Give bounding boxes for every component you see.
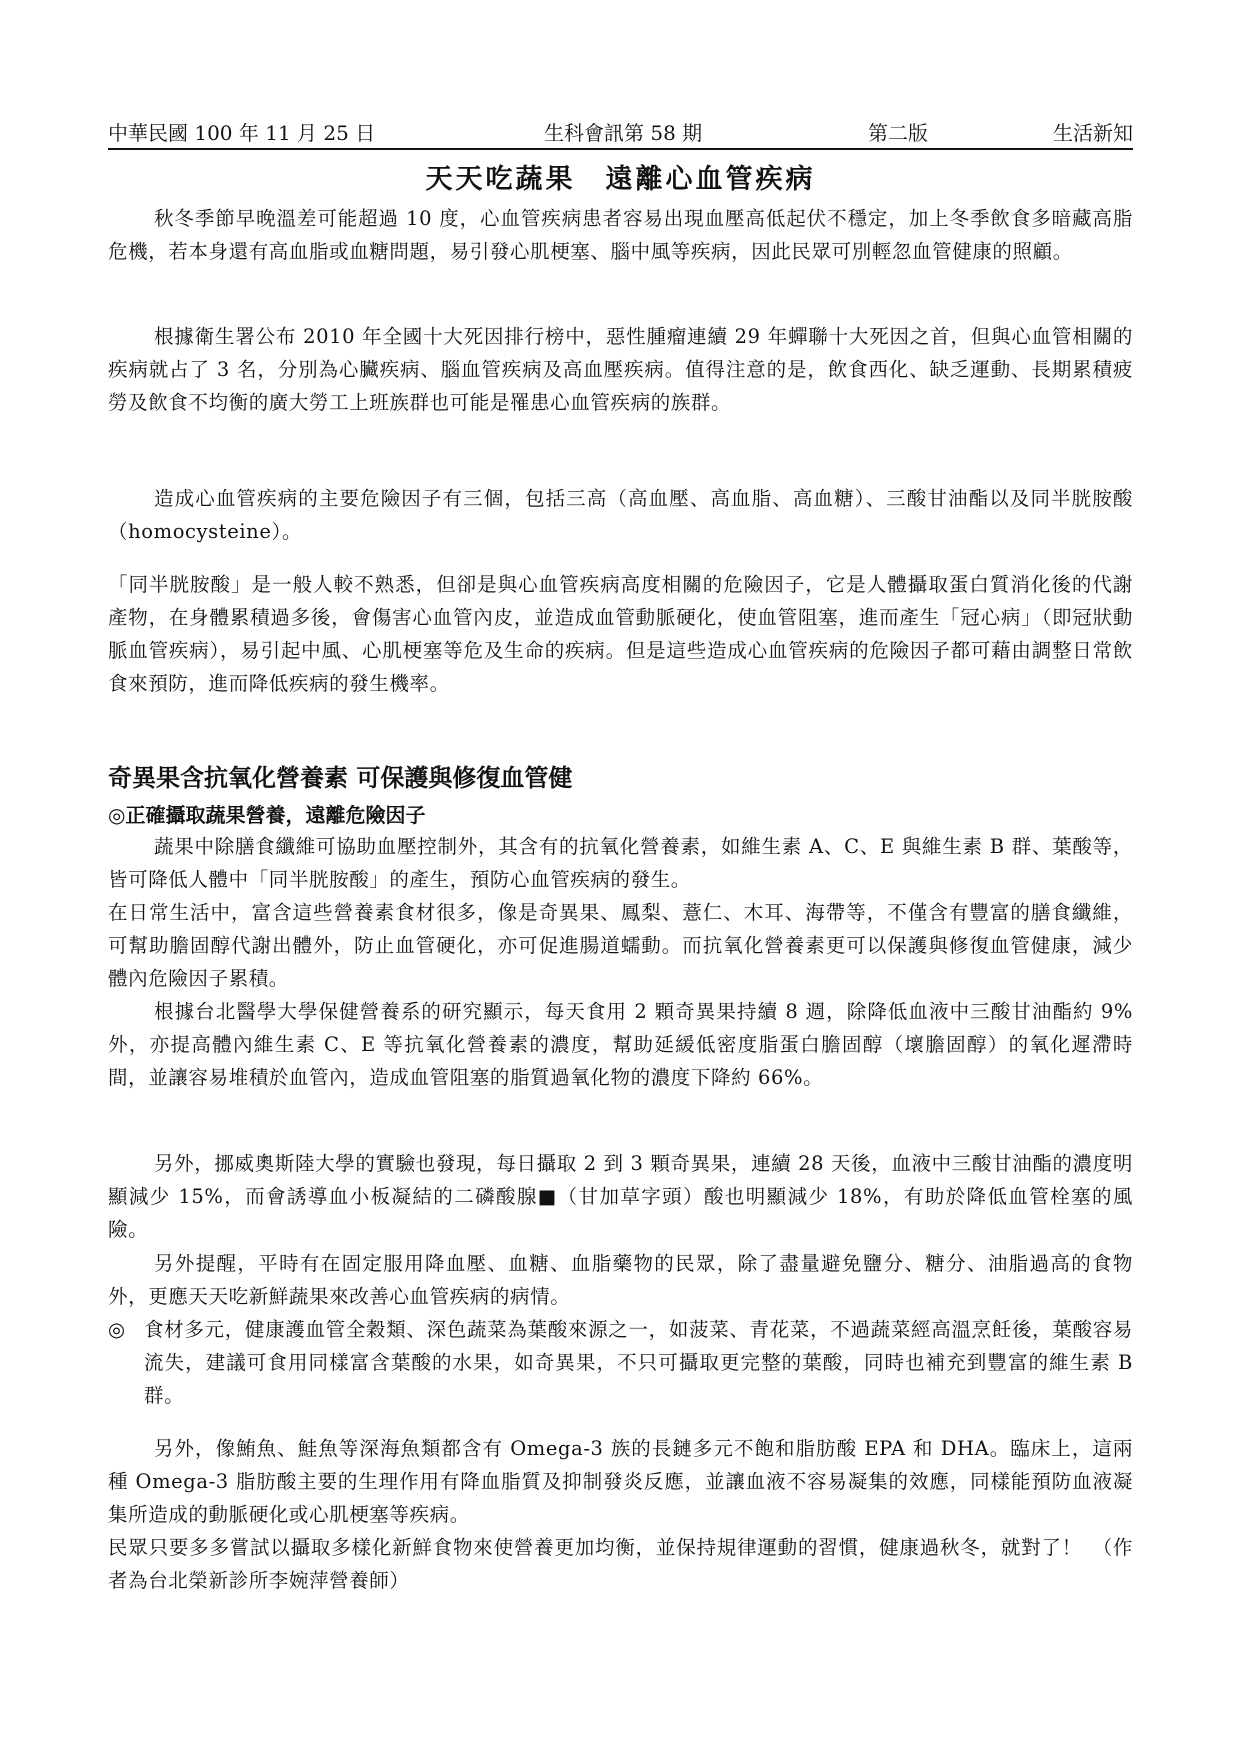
paragraph-oslo-study: 另外，挪威奧斯陸大學的實驗也發現，每日攝取 2 到 3 顆奇異果，連續 28 天後，血液中三酸甘油酯的濃度明顯減少 15%，而會誘導血小板凝結的二磷酸腺■（甘加草字頭）酸也明顯減少 18%，有助於降低血管栓塞的風險。: [108, 1152, 1133, 1241]
paragraph-risk-factors: 造成心血管疾病的主要危險因子有三個，包括三高（高血壓、高血脂、高血糖）、三酸甘油酯以及同半胱胺酸（homocysteine）。: [108, 487, 1133, 543]
paragraph-tmu-study: 根據台北醫學大學保健營養系的研究顯示，每天食用 2 顆奇異果持續 8 週，除降低血液中三酸甘油酯約 9%外，亦提高體內維生素 C、E 等抗氧化營養素的濃度，幫助延緩低密度脂蛋白膽固醇（壞膽固醇）的氧化遲滯時間，並讓容易堆積於血管內，造成血管阻塞的脂質過氧化物的濃度下降約 66%。: [108, 1000, 1133, 1089]
paragraph-omega3: 另外，像鮪魚、鮭魚等深海魚類都含有 Omega-3 族的長鏈多元不飽和脂肪酸 EPA 和 DHA。臨床上，這兩種 Omega-3 脂肪酸主要的生理作用有降血脂質及抑制發炎反應，並讓血液不容易凝集的效應，同樣能預防血液凝集所造成的動脈硬化或心肌梗塞等疾病。: [108, 1437, 1133, 1526]
section-subheading: ◎正確攝取蔬果營養，遠離危險因子: [108, 803, 426, 827]
paragraph-statistics: 根據衛生署公布 2010 年全國十大死因排行榜中，惡性腫瘤連續 29 年蟬聯十大死因之首，但與心血管相關的疾病就占了 3 名，分別為心臟疾病、腦血管疾病及高血壓疾病。值得注意的是，飲食西化、缺乏運動、長期累積疲勞及飲食不均衡的廣大勞工上班族群也可能是罹患心血管疾病的族群。: [108, 325, 1133, 414]
section-heading: 奇異果含抗氧化營養素 可保護與修復血管健: [108, 763, 573, 792]
bullet-mark-icon: ◎: [108, 1318, 126, 1341]
article-title: 天天吃蔬果 遠離心血管疾病: [425, 164, 816, 195]
bullet-text: 食材多元，健康護血管全穀類、深色蔬菜為葉酸來源之一，如菠菜、青花菜，不過蔬菜經高溫烹飪後，葉酸容易流失，建議可食用同樣富含葉酸的水果，如奇異果，不只可攝取更完整的葉酸，同時也補充到豐富的維生素 B 群。: [144, 1318, 1133, 1407]
paragraph-foods: 在日常生活中，富含這些營養素食材很多，像是奇異果、鳳梨、薏仁、木耳、海帶等，不僅含有豐富的膳食纖維，可幫助膽固醇代謝出體外，防止血管硬化，亦可促進腸道蠕動。而抗氧化營養素更可以保護與修復血管健康，減少體內危險因子累積。: [108, 901, 1133, 990]
paragraph-antioxidants: 蔬果中除膳食纖維可協助血壓控制外，其含有的抗氧化營養素，如維生素 A、C、E 與維生素 B 群、葉酸等，皆可降低人體中「同半胱胺酸」的產生，預防心血管疾病的發生。: [108, 835, 1133, 891]
header-edition: 第二版: [868, 121, 928, 145]
paragraph-conclusion: 民眾只要多多嘗試以攝取多樣化新鮮食物來使營養更加均衡，並保持規律運動的習慣，健康過秋冬，就對了！ （作者為台北榮新診所李婉萍營養師）: [108, 1536, 1133, 1592]
page-header: [108, 120, 1133, 150]
header-issue: 生科會訊第 58 期: [544, 121, 703, 145]
header-section: 生活新知: [1053, 121, 1133, 145]
paragraph-intro: 秋冬季節早晚溫差可能超過 10 度，心血管疾病患者容易出現血壓高低起伏不穩定，加上冬季飲食多暗藏高脂危機，若本身還有高血脂或血糖問題，易引發心肌梗塞、腦中風等疾病，因此民眾可別輕忽血管健康的照顧。: [108, 207, 1133, 263]
paragraph-reminder: 另外提醒，平時有在固定服用降血壓、血糖、血脂藥物的民眾，除了盡量避免鹽分、糖分、油脂過高的食物外，更應天天吃新鮮蔬果來改善心血管疾病的病情。: [108, 1252, 1133, 1308]
header-date: 中華民國 100 年 11 月 25 日: [108, 121, 376, 145]
paragraph-homocysteine: 「同半胱胺酸」是一般人較不熟悉，但卻是與心血管疾病高度相關的危險因子，它是人體攝取蛋白質消化後的代謝產物，在身體累積過多後，會傷害心血管內皮，並造成血管動脈硬化，使血管阻塞，進而產生「冠心病」（即冠狀動脈血管疾病），易引起中風、心肌梗塞等危及生命的疾病。但是這些造成心血管疾病的危險因子都可藉由調整日常飲食來預防，進而降低疾病的發生機率。: [108, 573, 1133, 695]
